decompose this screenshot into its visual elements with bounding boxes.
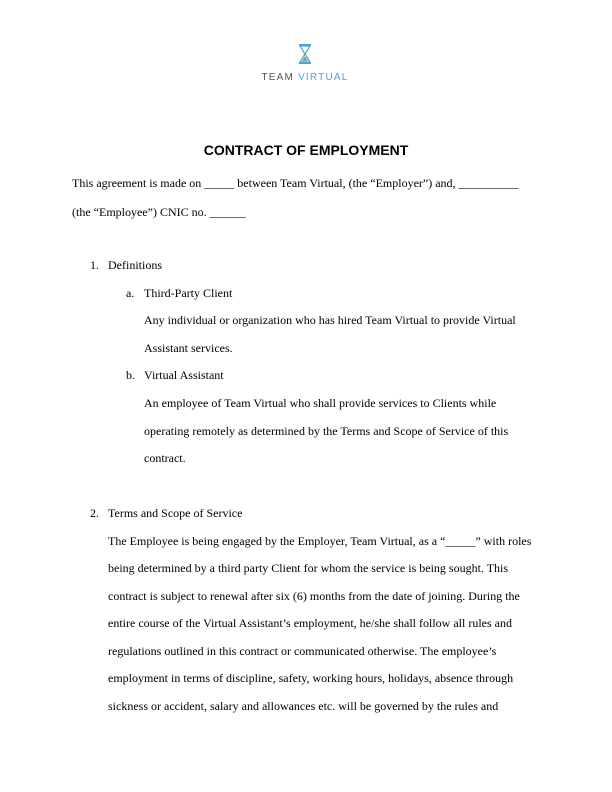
paragraph-line: entire course of the Virtual Assistant’s employment, he/she shall follow all rules and xyxy=(108,616,512,630)
paragraph-line: sickness or accident, salary and allowances etc. will be governed by the rules and xyxy=(108,699,499,713)
logo-word-virtual: VIRTUAL xyxy=(298,72,349,83)
section-number: 1. xyxy=(90,258,99,272)
section-heading: Definitions xyxy=(108,258,162,272)
paragraph-line: being determined by a third party Client for whom the service is being sought. This xyxy=(108,561,509,575)
definition-line: operating remotely as determined by the Terms and Scope of Service of this xyxy=(144,424,509,438)
definition-term: Third-Party Client xyxy=(144,286,233,300)
logo-word-team: TEAM xyxy=(261,72,295,83)
intro-line: (the “Employee”) CNIC no. ______ xyxy=(72,205,246,219)
paragraph-line: employment in terms of discipline, safety, working hours, holidays, absence through xyxy=(108,671,514,685)
definition-line: Assistant services. xyxy=(144,341,233,355)
definition-term: Virtual Assistant xyxy=(144,368,224,382)
hourglass-icon xyxy=(298,44,312,64)
section-number: 2. xyxy=(90,506,99,520)
intro-line: This agreement is made on _____ between Team Virtual, (the “Employer”) and, __________ xyxy=(72,176,519,190)
team-virtual-logo xyxy=(250,44,360,83)
paragraph-line: regulations outlined in this contract or communicated otherwise. The employee’s xyxy=(108,644,497,658)
definition-line: Any individual or organization who has hired Team Virtual to provide Virtual xyxy=(144,313,516,327)
definition-line: contract. xyxy=(144,451,186,465)
paragraph-line: The Employee is being engaged by the Employer, Team Virtual, as a “_____” with roles xyxy=(108,534,532,548)
item-letter: b. xyxy=(126,368,135,382)
document-title: CONTRACT OF EMPLOYMENT xyxy=(203,142,409,158)
paragraph-line: contract is subject to renewal after six (6) months from the date of joining. During the xyxy=(108,589,520,603)
item-letter: a. xyxy=(126,286,135,300)
section-heading: Terms and Scope of Service xyxy=(108,506,243,520)
definition-line: An employee of Team Virtual who shall provide services to Clients while xyxy=(144,396,497,410)
